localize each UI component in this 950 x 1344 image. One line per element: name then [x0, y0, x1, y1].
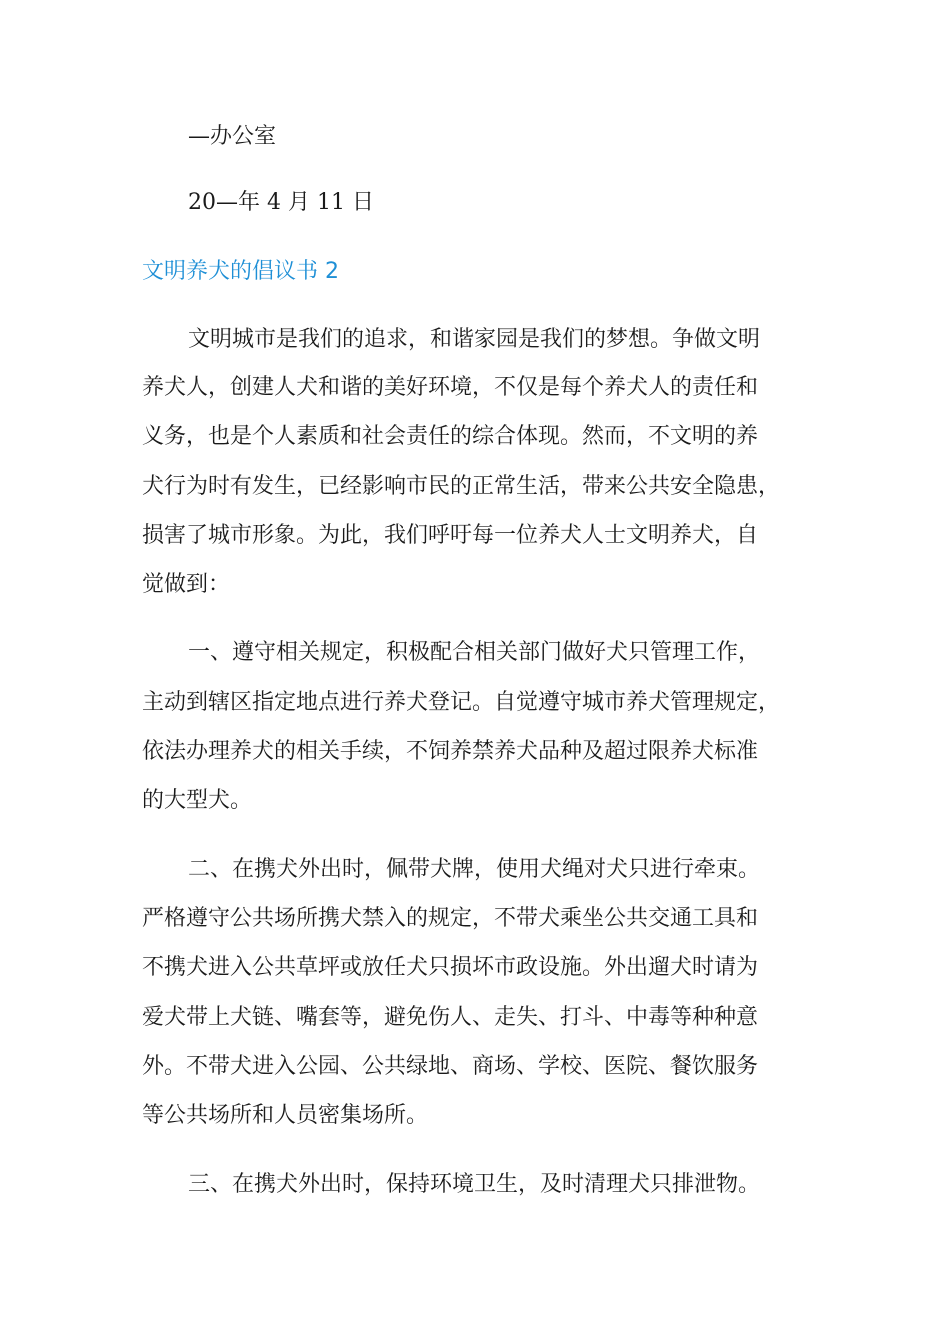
paragraph-line: 一、遵守相关规定，积极配合相关部门做好犬只管理工作， — [188, 640, 761, 665]
paragraph-line: 依法办理养犬的相关手续，不饲养禁养犬品种及超过限养犬标准 — [142, 739, 759, 764]
paragraph-line: 不携犬进入公共草坪或放任犬只损坏市政设施。外出遛犬时请为 — [142, 955, 759, 980]
paragraph-line: 文明城市是我们的追求，和谐家园是我们的梦想。争做文明 — [188, 327, 761, 352]
paragraph-line: 犬行为时有发生，已经影响市民的正常生活，带来公共安全隐患， — [142, 474, 781, 499]
paragraph-line: 外。不带犬进入公园、公共绿地、商场、学校、医院、餐饮服务 — [142, 1054, 759, 1079]
paragraph-line: 严格遵守公共场所携犬禁入的规定，不带犬乘坐公共交通工具和 — [142, 906, 759, 931]
paragraph-line: 三、在携犬外出时，保持环境卫生，及时清理犬只排泄物。 — [188, 1172, 761, 1197]
paragraph-line: 爱犬带上犬链、嘴套等，避免伤人、走失、打斗、中毒等种种意 — [142, 1005, 759, 1030]
paragraph-line: 觉做到： — [142, 572, 231, 597]
signature-office: —办公室 — [188, 124, 277, 149]
paragraph-line: 主动到辖区指定地点进行养犬登记。自觉遵守城市养犬管理规定， — [142, 690, 781, 715]
paragraph-line: 养犬人，创建人犬和谐的美好环境，不仅是每个养犬人的责任和 — [142, 375, 759, 400]
paragraph-line: 的大型犬。 — [142, 788, 253, 813]
paragraph-line: 损害了城市形象。为此，我们呼吁每一位养犬人士文明养犬，自 — [142, 523, 759, 548]
paragraph-line: 义务，也是个人素质和社会责任的综合体现。然而，不文明的养 — [142, 424, 759, 449]
section-heading: 文明养犬的倡议书 2 — [142, 259, 339, 284]
paragraph-line: 二、在携犬外出时，佩带犬牌，使用犬绳对犬只进行牵束。 — [188, 857, 761, 882]
signature-date: 20—年 4 月 11 日 — [188, 190, 374, 215]
paragraph-line: 等公共场所和人员密集场所。 — [142, 1103, 429, 1128]
